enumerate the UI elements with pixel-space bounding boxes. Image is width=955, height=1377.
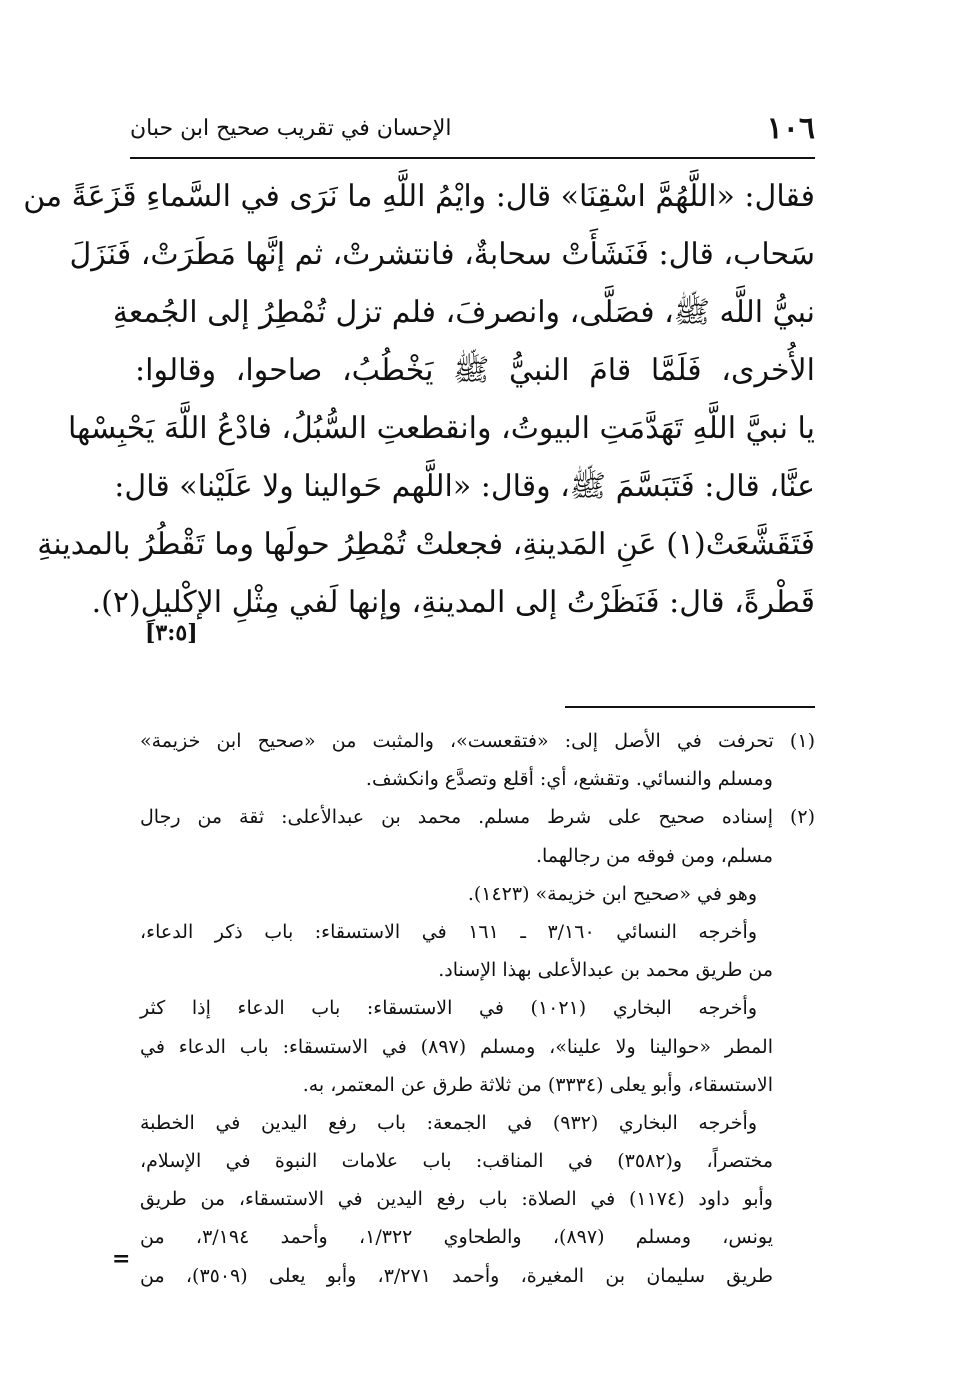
footnote-line: مختصراً، و(٣٥٨٢) في المناقب: باب علامات النبوة في الإسلام، — [140, 1150, 773, 1173]
header-divider — [130, 157, 815, 159]
footnote-line: (٢) إسناده صحيح على شرط مسلم. محمد بن عبدالأعلى: ثقة من رجال — [140, 806, 815, 829]
text-line: سَحاب، قال: فَنَشَأَتْ سحابةٌ، فانتشرتْ، ثم إنَّها مَطَرَتْ، فَنَزَلَ — [69, 237, 815, 272]
footnote-line: يونس، ومسلم (٨٩٧)، والطحاوي ١/٣٢٢، وأحمد ٣/١٩٤، من — [140, 1226, 774, 1249]
footnote-line: (١) تحرفت في الأصل إلى: «فتقعست»، والمثبت من «صحيح ابن خزيمة» — [140, 730, 815, 752]
footnote-line: وأخرجه البخاري (٩٣٢) في الجمعة: باب رفع اليدين في الخطبة — [140, 1111, 757, 1134]
text-line: يا نبيَّ اللَّهِ تَهَدَّمَتِ البيوتُ، وانقطعتِ السُّبُلُ، فادْعُ اللَّهَ يَحْبِسْها — [68, 411, 815, 446]
footnote-line: الاستسقاء، وأبو يعلى (٣٣٣٤) من ثلاثة طرق عن المعتمر، به. — [302, 1073, 773, 1096]
hadith-reference: [٣:٥] — [145, 620, 198, 646]
footnotes — [140, 722, 815, 1295]
footnote-line: وأخرجه البخاري (١٠٢١) في الاستسقاء: باب الدعاء إذا كثر — [140, 997, 757, 1020]
footnote-line: ومسلم والنسائي. وتقشع، أي: أقلع وتصدَّع وانكشف. — [365, 768, 773, 791]
text-line: فقال: «اللَّهُمَّ اسْقِنَا» قال: وايْمُ اللَّهِ ما نَرَى في السَّماءِ قَزَعَةً من — [23, 179, 815, 214]
footnote-divider — [565, 706, 815, 708]
text-line: عنَّا، قال: فَتَبَسَّمَ ﷺ، وقال: «اللَّهم حَوالينا ولا عَلَيْنا» قال: — [114, 469, 815, 504]
text-line: الأُخرى، فَلَمَّا قامَ النبيُّ ﷺ يَخْطُبُ، صاحوا، وقالوا: — [135, 353, 815, 388]
continuation-mark: = — [112, 1246, 131, 1272]
footnote-line: من طريق محمد بن عبدالأعلى بهذا الإسناد. — [438, 959, 773, 982]
footnote-line: مسلم، ومن فوقه من رجالهما. — [535, 844, 773, 867]
footnote-line: وأخرجه النسائي ٣/١٦٠ ـ ١٦١ في الاستسقاء: باب ذكر الدعاء، — [140, 920, 757, 943]
footnote-line: وأبو داود (١١٧٤) في الصلاة: باب رفع اليدين في الاستسقاء، من طريق — [140, 1188, 773, 1211]
text-line: قَطْرةً، قال: فَنَظَرْتُ إلى المدينةِ، وإنها لَفي مِثْلِ الإكْليلِ(٢). — [91, 585, 815, 620]
page-number: ١٠٦ — [766, 110, 815, 146]
page-header — [130, 104, 815, 152]
text-line: نبيُّ اللَّه ﷺ، فصَلَّى، وانصرفَ، فلم تزل تُمْطِرُ إلى الجُمعةِ — [112, 295, 815, 330]
running-title: الإحسان في تقريب صحيح ابن حبان — [130, 115, 452, 141]
hadith-text — [23, 168, 815, 632]
footnote-line: وهو في «صحيح ابن خزيمة» (١٤٢٣). — [467, 882, 757, 905]
text-line: فَتَقَشَّعَتْ(١) عَنِ المَدينةِ، فجعلتْ تُمْطِرُ حولَها وما تَقْطُرُ بالمدينةِ — [37, 527, 815, 562]
footnote-line: طريق سليمان بن المغيرة، وأحمد ٣/٢٧١، وأبو يعلى (٣٥٠٩)، من — [140, 1264, 773, 1287]
footnote-line: المطر «حوالينا ولا علينا»، ومسلم (٨٩٧) في الاستسقاء: باب الدعاء في — [140, 1035, 773, 1058]
